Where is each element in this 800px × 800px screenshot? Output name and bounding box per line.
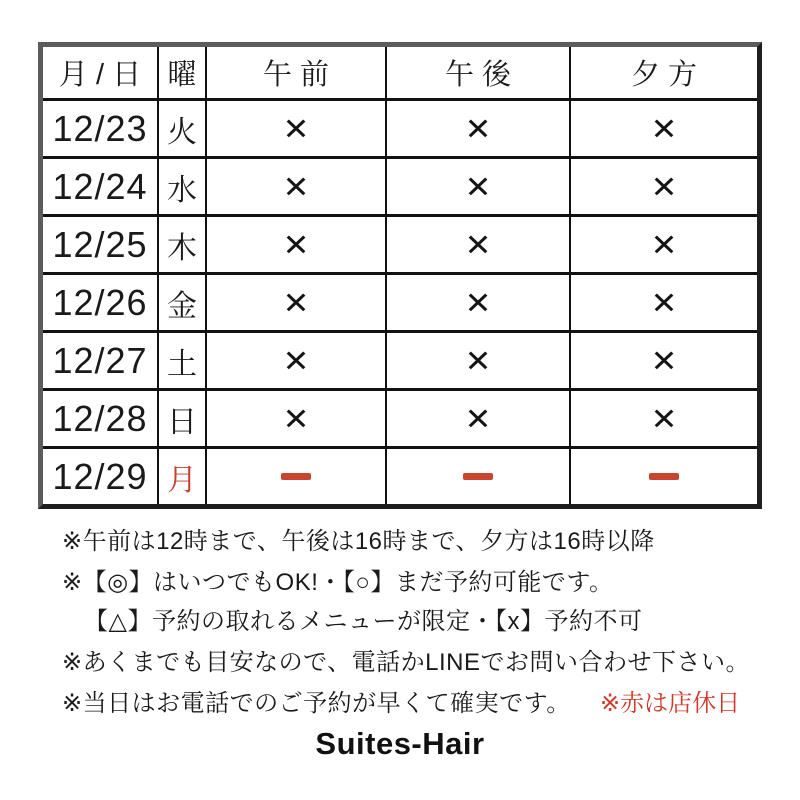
availability-table-frame xyxy=(38,42,762,509)
date-cell: 12/25 xyxy=(43,216,158,274)
table-row xyxy=(43,99,757,157)
closed-x-mark: ✕ xyxy=(464,111,492,146)
closed-x-mark: ✕ xyxy=(650,169,678,204)
closed-x-mark: ✕ xyxy=(282,227,310,262)
weekday-cell: 火 xyxy=(158,99,206,157)
note-red-holiday: ※赤は店休日 xyxy=(600,690,741,717)
note-symbols-limited: 【△】予約の取れるメニューが限定・【x】予約不可 xyxy=(84,608,643,635)
closed-x-mark: ✕ xyxy=(282,169,310,204)
morning-cell xyxy=(206,216,386,274)
closed-x-mark: ✕ xyxy=(282,401,310,436)
morning-cell xyxy=(206,332,386,390)
header-evening: 夕 方 xyxy=(570,47,757,99)
closed-x-mark: ✕ xyxy=(464,343,492,378)
closed-x-mark: ✕ xyxy=(282,343,310,378)
closed-dash-mark xyxy=(281,473,311,480)
closed-x-mark: ✕ xyxy=(650,343,678,378)
table-row xyxy=(43,390,757,448)
header-weekday: 曜 xyxy=(158,47,206,99)
afternoon-cell xyxy=(386,99,570,157)
evening-cell xyxy=(570,332,757,390)
header-morning: 午 前 xyxy=(206,47,386,99)
closed-x-mark: ✕ xyxy=(282,111,310,146)
table-row xyxy=(43,158,757,216)
afternoon-cell xyxy=(386,274,570,332)
weekday-cell: 水 xyxy=(158,158,206,216)
note-hours: ※午前は12時まで、午後は16時まで、夕方は16時以降 xyxy=(62,528,655,555)
header-month-day: 月 / 日 xyxy=(43,47,158,99)
closed-dash-mark xyxy=(463,473,493,480)
table-row xyxy=(43,332,757,390)
weekday-cell: 日 xyxy=(158,390,206,448)
evening-cell xyxy=(570,216,757,274)
table-row-holiday xyxy=(43,448,757,504)
closed-x-mark: ✕ xyxy=(650,401,678,436)
evening-cell xyxy=(570,390,757,448)
weekday-cell: 月 xyxy=(158,448,206,504)
morning-cell xyxy=(206,390,386,448)
afternoon-cell xyxy=(386,448,570,504)
date-cell: 12/29 xyxy=(43,448,158,504)
table-row xyxy=(43,216,757,274)
date-cell: 12/27 xyxy=(43,332,158,390)
note-same-day: ※当日はお電話でのご予約が早くて確実です。 xyxy=(62,690,571,717)
closed-x-mark: ✕ xyxy=(464,401,492,436)
closed-x-mark: ✕ xyxy=(650,227,678,262)
closed-x-mark: ✕ xyxy=(464,227,492,262)
weekday-cell: 金 xyxy=(158,274,206,332)
afternoon-cell xyxy=(386,332,570,390)
evening-cell xyxy=(570,274,757,332)
evening-cell xyxy=(570,158,757,216)
shop-name: Suites-Hair xyxy=(315,726,485,761)
table-row xyxy=(43,274,757,332)
note-symbols-ok: ※【◎】はいつでもOK!・【○】まだ予約可能です。 xyxy=(62,569,614,596)
availability-table xyxy=(43,47,757,504)
afternoon-cell xyxy=(386,216,570,274)
morning-cell xyxy=(206,274,386,332)
morning-cell xyxy=(206,99,386,157)
date-cell: 12/24 xyxy=(43,158,158,216)
note-contact: ※あくまでも目安なので、電話かLINEでお問い合わせ下さい。 xyxy=(62,649,750,676)
header-row xyxy=(43,47,757,99)
closed-x-mark: ✕ xyxy=(650,111,678,146)
closed-x-mark: ✕ xyxy=(650,285,678,320)
afternoon-cell xyxy=(386,390,570,448)
weekday-cell: 土 xyxy=(158,332,206,390)
weekday-cell: 木 xyxy=(158,216,206,274)
header-afternoon: 午 後 xyxy=(386,47,570,99)
closed-x-mark: ✕ xyxy=(464,169,492,204)
date-cell: 12/28 xyxy=(43,390,158,448)
afternoon-cell xyxy=(386,158,570,216)
date-cell: 12/26 xyxy=(43,274,158,332)
closed-dash-mark xyxy=(649,473,679,480)
closed-x-mark: ✕ xyxy=(282,285,310,320)
morning-cell xyxy=(206,158,386,216)
evening-cell xyxy=(570,448,757,504)
morning-cell xyxy=(206,448,386,504)
closed-x-mark: ✕ xyxy=(464,285,492,320)
date-cell: 12/23 xyxy=(43,99,158,157)
evening-cell xyxy=(570,99,757,157)
